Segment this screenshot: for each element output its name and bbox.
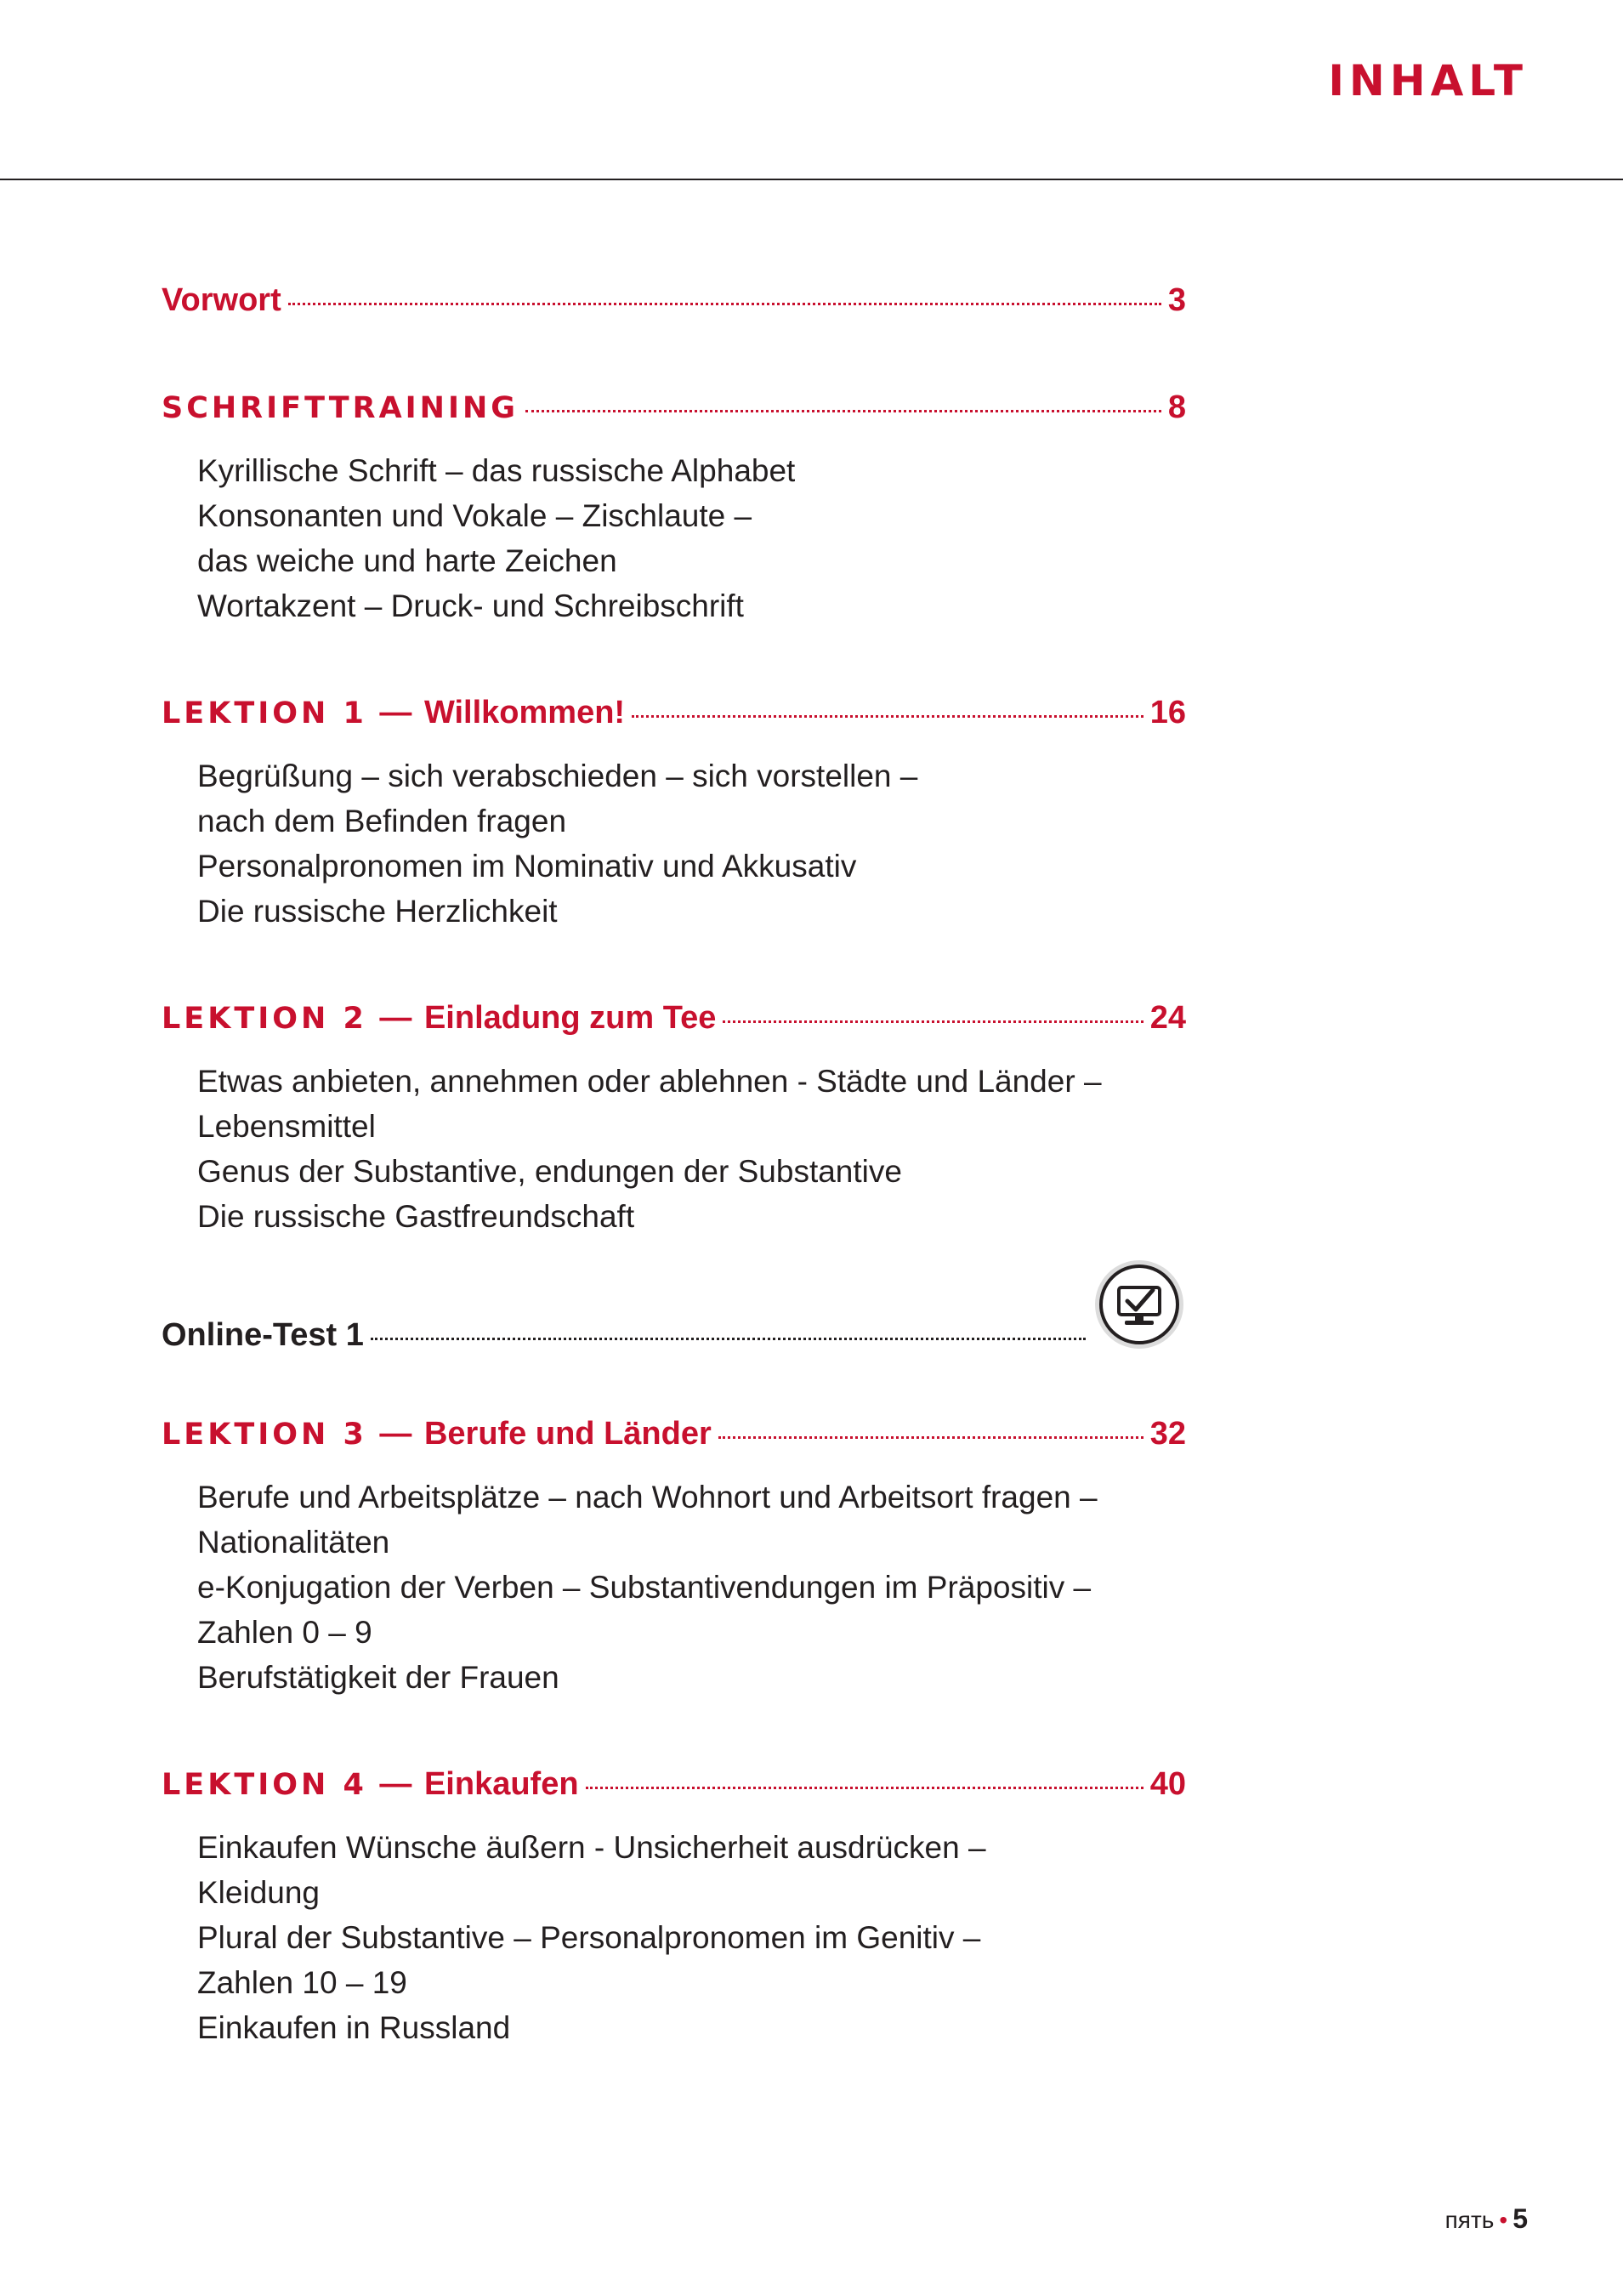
em-dash: — [379,695,412,730]
entry-description [162,753,1186,934]
description-line: e-Konjugation der Verben – Substantivendungen im Präpositiv – [197,1570,1092,1605]
toc-entry-lektion-1 [162,691,1186,934]
toc-entry-line[interactable] [162,386,1186,429]
lesson-title: Berufe und Länder [423,1416,712,1452]
entry-title: SCHRIFTTRAINING [162,391,519,425]
description-line: Berufe und Arbeitsplätze – nach Wohnort und Arbeitsort fragen – [197,1480,1098,1515]
toc-entry-line[interactable] [162,997,1186,1040]
toc-entry-line[interactable] [162,691,1186,735]
dot-leader [525,410,1161,412]
description-line: Die russische Gastfreundschaft [197,1199,635,1234]
page-footer [1445,2205,1528,2232]
monitor-check-icon[interactable] [1092,1258,1186,1351]
lesson-title: Einkaufen [423,1766,579,1802]
description-line: Einkaufen in Russland [197,2010,511,2045]
toc-entry-schrifttraining [162,386,1186,628]
entry-title: Vorwort [162,282,281,318]
page-title: INHALT [1328,56,1528,105]
toc-entry-vorwort [162,279,1186,321]
description-line: Einkaufen Wünsche äußern - Unsicherheit ausdrücken – [197,1830,986,1865]
em-dash: — [379,1766,412,1802]
description-line: Wortakzent – Druck- und Schreibschrift [197,588,744,623]
description-line: Begrüßung – sich verabschieden – sich vorstellen – [197,759,918,793]
page-number-digit: 5 [1512,2203,1528,2234]
page-number: 40 [1149,1766,1186,1802]
description-line: Personalpronomen im Nominativ und Akkusativ [197,849,857,884]
entry-description [162,1825,1186,2050]
em-dash: — [379,1000,412,1036]
lesson-title: Einladung zum Tee [423,1000,717,1036]
description-line: nach dem Befinden fragen [197,804,567,838]
lesson-label: LEKTION 1 [162,696,367,730]
entry-heading [162,997,716,1040]
description-line: Lebensmittel [197,1109,376,1144]
lesson-label: LEKTION 4 [162,1768,367,1802]
lesson-label: LEKTION 2 [162,1002,367,1036]
description-line: Zahlen 10 – 19 [197,1965,407,2000]
entry-description [162,1059,1186,1239]
description-line: Nationalitäten [197,1525,390,1560]
toc-entry-lektion-3 [162,1412,1186,1700]
dot-leader [288,303,1161,305]
entry-description [162,448,1186,628]
description-line: Genus der Substantive, endungen der Substantive [197,1154,902,1189]
dot-leader [632,715,1143,718]
entry-heading [162,1412,712,1456]
toc-entry-lektion-4 [162,1763,1186,2050]
page-number: 16 [1149,695,1186,730]
dot-leader [371,1338,1086,1340]
description-line: Plural der Substantive – Personalpronomen im Genitiv – [197,1920,981,1955]
page-number: 8 [1167,389,1186,425]
dot-leader [718,1436,1143,1439]
dot-leader [723,1020,1143,1023]
description-line: Zahlen 0 – 9 [197,1615,372,1650]
lesson-label: LEKTION 3 [162,1418,367,1452]
toc-entry-line[interactable] [162,1314,1186,1356]
description-line: das weiche und harte Zeichen [197,543,617,578]
toc-entry-line[interactable] [162,1763,1186,1806]
page-number: 24 [1149,1000,1186,1036]
description-line: Konsonanten und Vokale – Zischlaute – [197,498,752,533]
lesson-title: Willkommen! [423,695,626,730]
footer-bullet: • [1499,2207,1508,2233]
entry-heading [162,691,625,735]
toc-entry-line[interactable] [162,279,1186,321]
toc-entry-line[interactable] [162,1412,1186,1456]
description-line: Berufstätigkeit der Frauen [197,1660,559,1695]
page-number: 32 [1149,1416,1186,1452]
em-dash: — [379,1416,412,1452]
entry-description [162,1475,1186,1700]
description-line: Kyrillische Schrift – das russische Alphabet [197,453,796,488]
entry-title: Online-Test 1 [162,1317,364,1353]
page-number: 3 [1167,282,1186,318]
toc-entry-online-test [162,1314,1186,1356]
entry-heading [162,1763,579,1806]
table-of-contents [162,279,1186,2113]
header-divider [0,179,1623,180]
description-line: Kleidung [197,1875,321,1910]
description-line: Etwas anbieten, annehmen oder ablehnen - Städte und Länder – [197,1064,1102,1099]
toc-entry-lektion-2 [162,997,1186,1239]
page-number-word: пять [1444,2207,1495,2233]
dot-leader [586,1787,1143,1789]
description-line: Die russische Herzlichkeit [197,894,558,929]
